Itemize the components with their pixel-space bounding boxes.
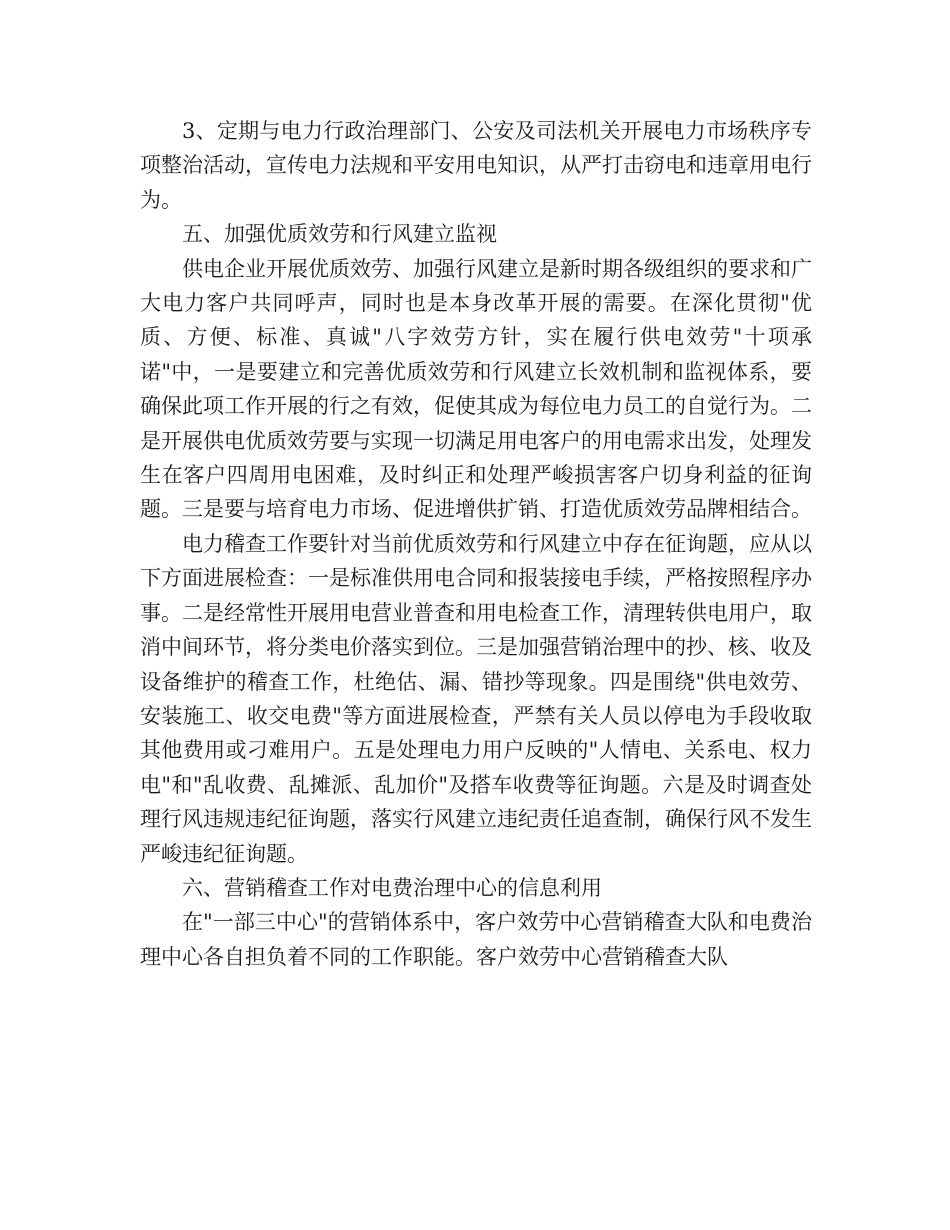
document-body: [140, 114, 812, 974]
paragraph-service-quality: 供电企业开展优质效劳、加强行风建立是新时期各级组织的要求和广大电力客户共同呼声，同时也是本身改革开展的需要。在深化贯彻"优质、方便、标准、真诚"八字效劳方针，实在履行供电效劳"十项承诺"中，一是要建立和完善优质效劳和行风建立长效机制和监视体系，要确保此项工作开展的行之有效，促使其成为每位电力员工的自觉行为。二是开展供电优质效劳要与实现一切满足用电客户的用电需求出发，处理发生在客户四周用电困难，及时纠正和处理严峻损害客户切身利益的征询题。三是要与培育电力市场、促进增供扩销、打造优质效劳品牌相结合。: [140, 256, 812, 522]
paragraph-marketing-system: 在"一部三中心"的营销体系中，客户效劳中心营销稽查大队和电费治理中心各自担负着不同的工作职能。客户效劳中心营销稽查大队: [140, 910, 812, 969]
section-heading-6: 六、营销稽查工作对电费治理中心的信息利用: [182, 875, 602, 900]
paragraph-item-3-regulation: 3、定期与电力行政治理部门、公安及司法机关开展电力市场秩序专项整治活动，宣传电力法规和平安用电知识，从严打击窃电和违章用电行为。: [140, 119, 812, 212]
section-heading-5: 五、加强优质效劳和行风建立监视: [182, 222, 497, 247]
paragraph-inspection-areas: 电力稽查工作要针对当前优质效劳和行风建立中存在征询题，应从以下方面进展检查：一是标准供用电合同和报装接电手续，严格按照程序办事。二是经常性开展用电营业普查和用电检查工作，清理转供电用户，取消中间环节，将分类电价落实到位。三是加强营销治理中的抄、核、收及设备维护的稽查工作，杜绝估、漏、错抄等现象。四是围绕"供电效劳、安装施工、收交电费"等方面进展检查，严禁有关人员以停电为手段收取其他费用或刁难用户。五是处理电力用户反映的"人情电、关系电、权力电"和"乱收费、乱摊派、乱加价"及搭车收费等征询题。六是及时调查处理行风违规违纪征询题，落实行风建立违纪责任追查制，确保行风不发生严峻违纪征询题。: [140, 531, 812, 866]
